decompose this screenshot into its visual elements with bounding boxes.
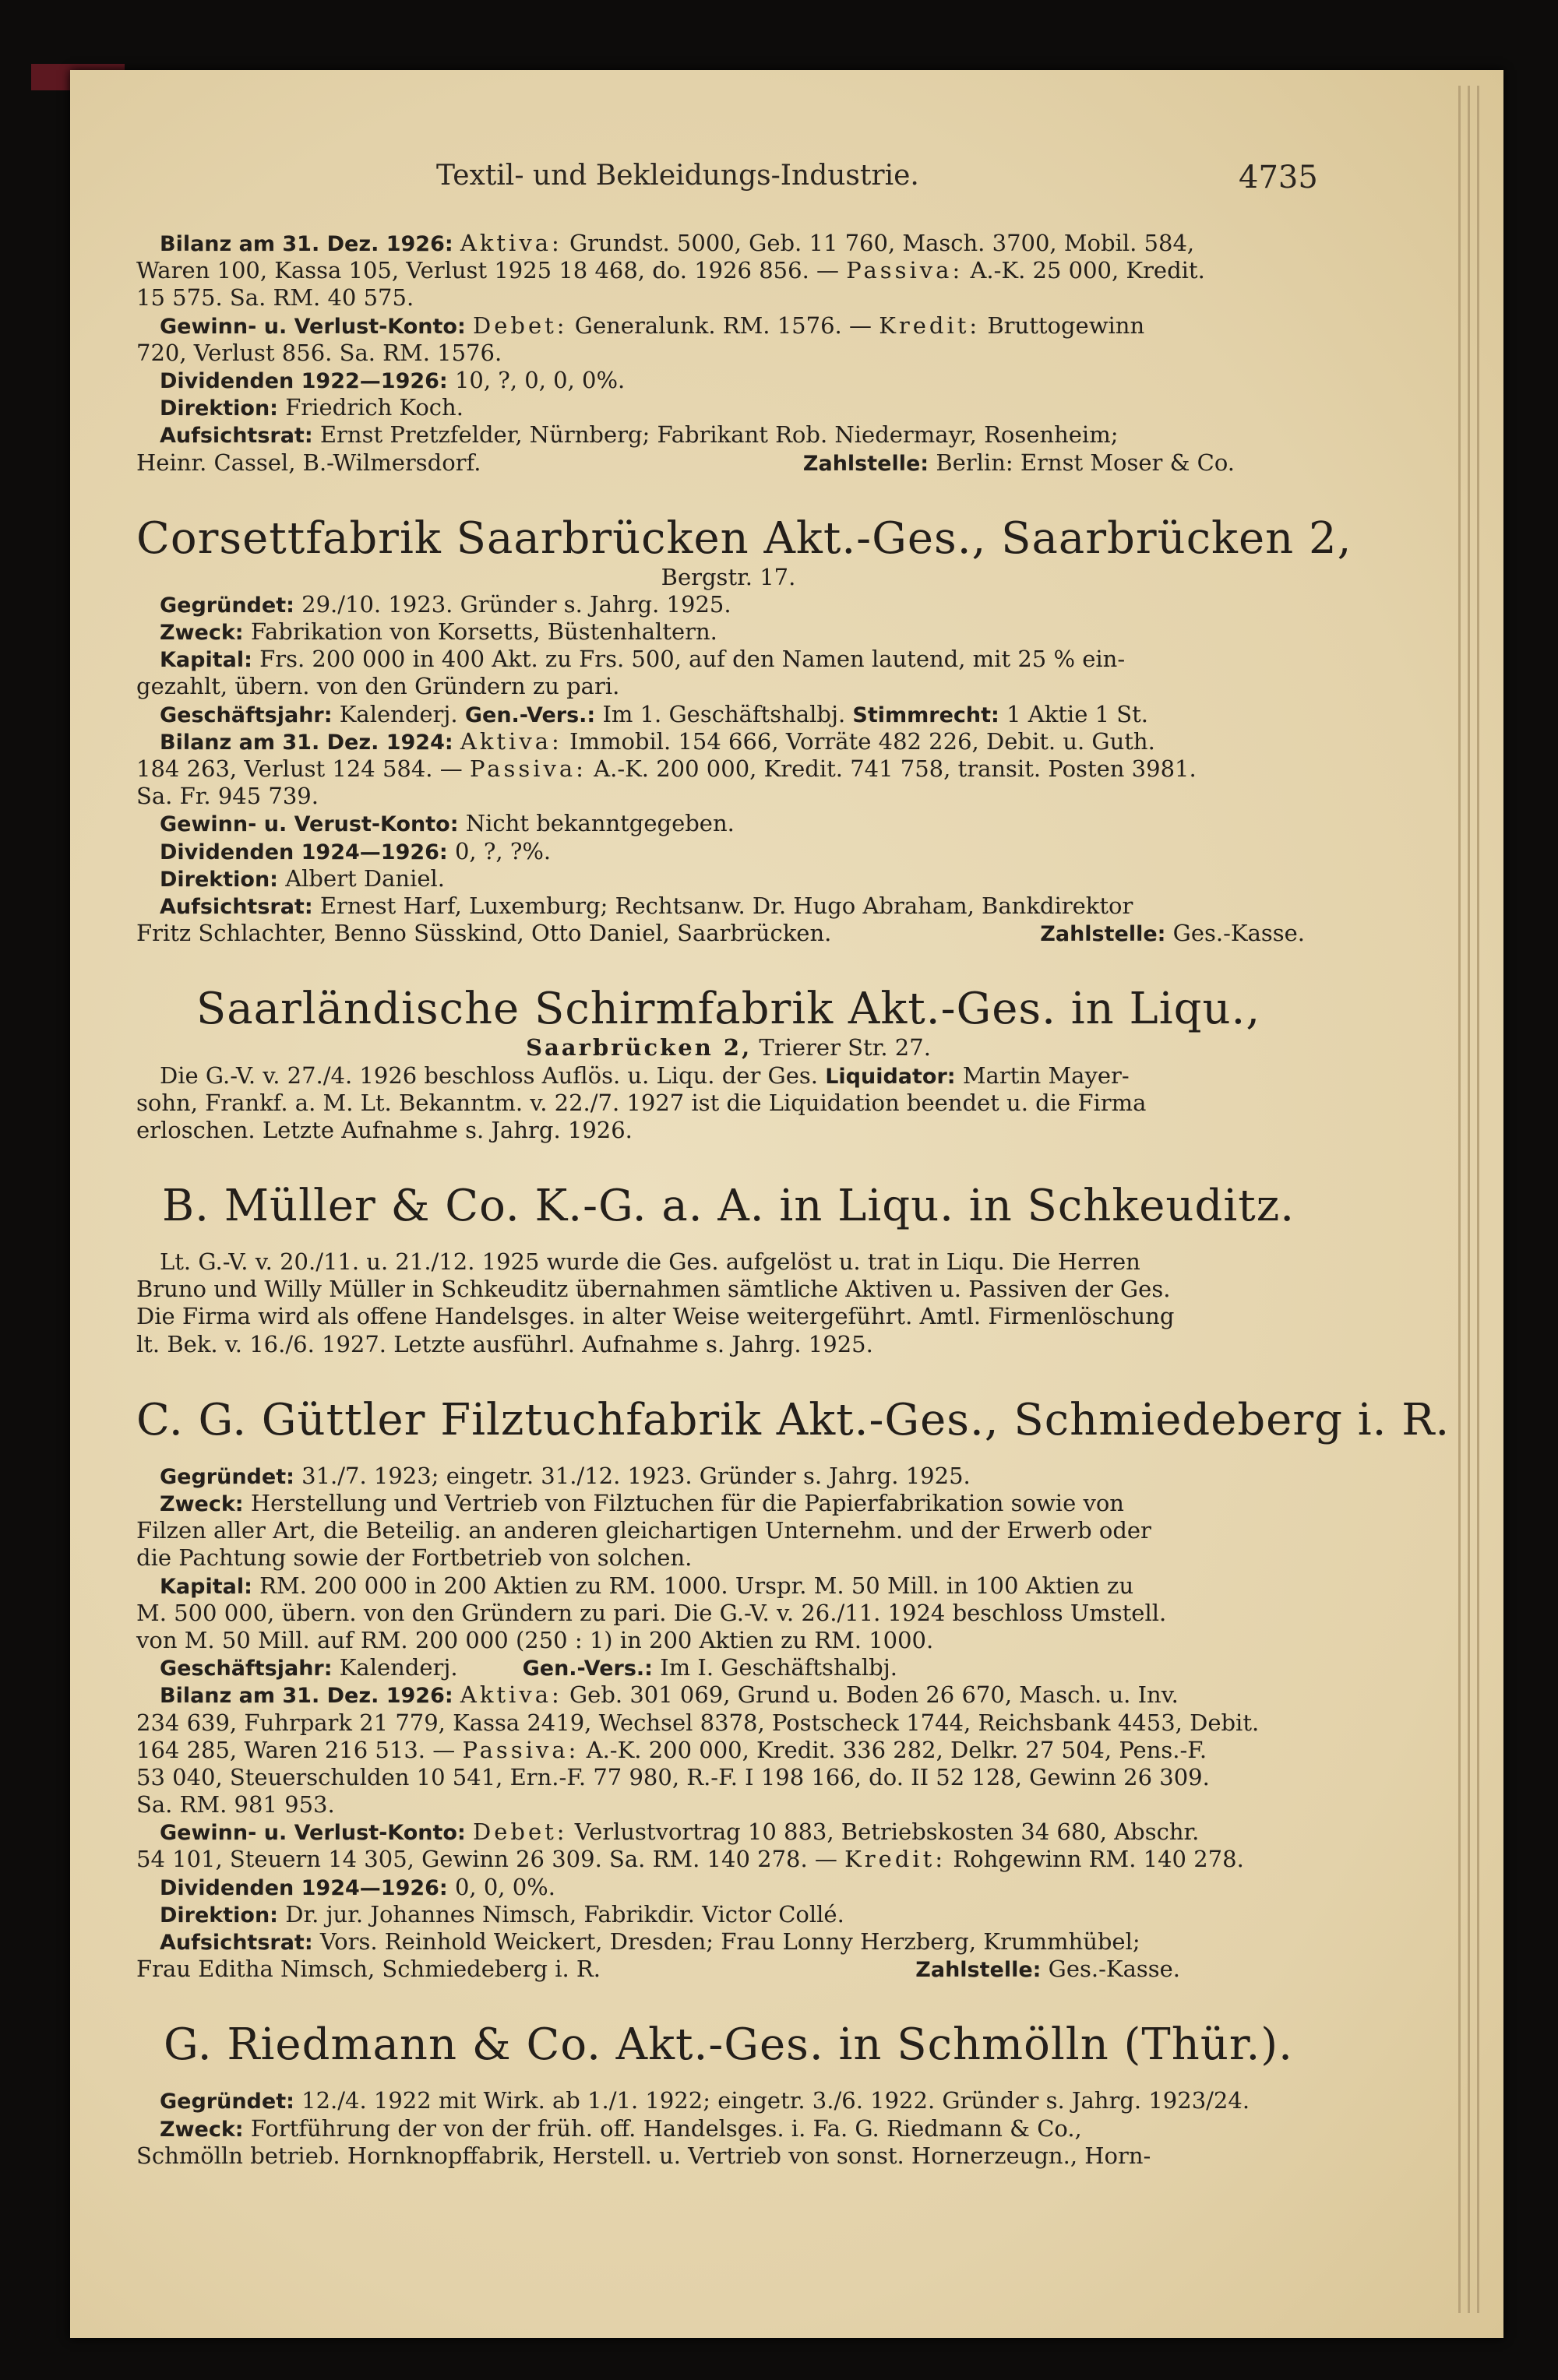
text-line: Lt. G.-V. v. 20./11. u. 21./12. 1925 wurde die Ges. aufgelöst u. trat in Liqu. Die Herren	[160, 1248, 1140, 1276]
entry-guettler	[136, 1394, 1450, 1984]
text-line: Gewinn- u. Verlust-Konto: Debet: Generalunk. RM. 1576. — Kredit: Bruttogewinn	[160, 312, 1145, 339]
page-edge	[1458, 86, 1461, 2313]
text-line: 53 040, Steuerschulden 10 541, Ern.-F. 77 980, R.-F. I 198 166, do. II 52 128, Gewinn 26 309.	[136, 1763, 1210, 1790]
text-line: Frau Editha Nimsch, Schmiedeberg i. R. Zahlstelle: Ges.-Kasse.	[136, 1956, 1180, 1983]
page-edge	[1468, 86, 1470, 2313]
company-title: Saarländische Schirmfabrik Akt.-Ges. in Liqu.,	[196, 984, 1261, 1035]
text-line: gezahlt, übern. von den Gründern zu pari.	[136, 673, 620, 700]
text-line: Geschäftsjahr: Kalenderj. Gen.-Vers.: Im I. Geschäftshalbj.	[160, 1654, 897, 1681]
text-line: Heinr. Cassel, B.-Wilmersdorf. Zahlstelle: Berlin: Ernst Moser & Co.	[136, 449, 1235, 476]
text-line: die Pachtung sowie der Fortbetrieb von solchen.	[136, 1544, 693, 1572]
text-line: Direktion: Dr. jur. Johannes Nimsch, Fabrikdir. Victor Collé.	[160, 1900, 844, 1928]
text-line: Direktion: Friedrich Koch.	[160, 394, 464, 421]
text-line: Waren 100, Kassa 105, Verlust 1925 18 468, do. 1926 856. — Passiva: A.-K. 25 000, Kredit.	[136, 257, 1205, 284]
entry-schirmfabrik	[136, 984, 1320, 1144]
text-line: sohn, Frankf. a. M. Lt. Bekanntm. v. 22./7. 1927 ist die Liquidation beendet u. die Firma	[136, 1089, 1147, 1116]
text-line: M. 500 000, übern. von den Gründern zu pari. Die G.-V. v. 26./11. 1924 beschloss Umstell.	[136, 1599, 1167, 1626]
text-line: Sa. Fr. 945 739.	[136, 783, 319, 810]
text-line: Gewinn- u. Verlust-Konto: Debet: Verlustvortrag 10 883, Betriebskosten 34 680, Abschr.	[160, 1818, 1200, 1846]
text-line: Zweck: Herstellung und Vertrieb von Filztuchen für die Papierfabrikation sowie von	[160, 1490, 1124, 1516]
text-line: Die Firma wird als offene Handelsges. in alter Weise weitergeführt. Amtl. Firmenlöschung	[136, 1303, 1175, 1330]
page-content	[136, 230, 1450, 2170]
company-title: Corsettfabrik Saarbrücken Akt.-Ges., Saarbrücken 2,	[136, 512, 1352, 564]
company-address: Bergstr. 17.	[661, 563, 796, 590]
company-title: B. Müller & Co. K.-G. a. A. in Liqu. in Schkeuditz.	[161, 1181, 1295, 1232]
text-line: Die G.-V. v. 27./4. 1926 beschloss Auflös. u. Liqu. der Ges. Liquidator: Martin Mayer-	[160, 1061, 1130, 1089]
text-line: 54 101, Steuern 14 305, Gewinn 26 309. Sa. RM. 140 278. — Kredit: Rohgewinn RM. 140 278.	[136, 1846, 1244, 1873]
text-line: Zweck: Fabrikation von Korsetts, Büstenhaltern.	[160, 618, 717, 646]
text-line: Aufsichtsrat: Ernest Harf, Luxemburg; Rechtsanw. Dr. Hugo Abraham, Bankdirektor	[160, 892, 1133, 919]
entry-corsettfabrik	[136, 512, 1352, 948]
text-line: 234 639, Fuhrpark 21 779, Kassa 2419, Wechsel 8378, Postscheck 1744, Reichsbank 4453, Debit.	[136, 1709, 1260, 1736]
text-line: Sa. RM. 981 953.	[136, 1791, 335, 1818]
text-line: Dividenden 1922—1926: 10, ?, 0, 0, 0%.	[160, 366, 626, 393]
text-line: Direktion: Albert Daniel.	[160, 864, 446, 892]
page-edge	[1477, 86, 1479, 2313]
text-line: Bruno und Willy Müller in Schkeuditz übernahmen sämtliche Aktiven u. Passiven der Ges.	[136, 1276, 1171, 1303]
text-line: Schmölln betrieb. Hornknopffabrik, Herstell. u. Vertrieb von sonst. Hornerzeugn., Horn-	[136, 2142, 1151, 2169]
text-line: Bilanz am 31. Dez. 1924: Aktiva: Immobil. 154 666, Vorräte 482 226, Debit. u. Guth.	[160, 727, 1155, 755]
text-line: Gewinn- u. Verust-Konto: Nicht bekanntgegeben.	[160, 810, 735, 837]
text-line: lt. Bek. v. 16./6. 1927. Letzte ausführl. Aufnahme s. Jahrg. 1925.	[136, 1330, 873, 1357]
text-line: Gegründet: 29./10. 1923. Gründer s. Jahrg. 1925.	[160, 590, 731, 618]
entry-continuation	[136, 230, 1320, 477]
text-line: Aufsichtsrat: Ernst Pretzfelder, Nürnberg; Fabrikant Rob. Niedermayr, Rosenheim;	[160, 421, 1119, 449]
text-line: von M. 50 Mill. auf RM. 200 000 (250 : 1) in 200 Aktien zu RM. 1000.	[136, 1626, 934, 1653]
text-line: Dividenden 1924—1926: 0, 0, 0%.	[160, 1873, 555, 1900]
text-line: 184 263, Verlust 124 584. — Passiva: A.-K. 200 000, Kredit. 741 758, transit. Posten 3981.	[136, 755, 1197, 782]
text-line: Filzen aller Art, die Beteilig. an anderen gleichartigen Unternehm. und der Erwerb oder	[136, 1517, 1151, 1544]
text-line: Aufsichtsrat: Vors. Reinhold Weickert, Dresden; Frau Lonny Herzberg, Krummhübel;	[160, 1928, 1140, 1955]
text-line: Kapital: Frs. 200 000 in 400 Akt. zu Frs. 500, auf den Namen lautend, mit 25 % ein-	[160, 646, 1126, 673]
text-line: Gegründet: 31./7. 1923; eingetr. 31./12. 1923. Gründer s. Jahrg. 1925.	[160, 1462, 971, 1489]
company-title: C. G. Güttler Filztuchfabrik Akt.-Ges., Schmiedeberg i. R.	[136, 1394, 1450, 1445]
company-address: Saarbrücken 2, Trierer Str. 27.	[526, 1034, 931, 1061]
text-line: 15 575. Sa. RM. 40 575.	[136, 284, 414, 312]
entry-riedmann	[136, 2020, 1320, 2170]
text-line: Kapital: RM. 200 000 in 200 Aktien zu RM. 1000. Urspr. M. 50 Mill. in 100 Aktien zu	[160, 1572, 1134, 1599]
text-line: erloschen. Letzte Aufnahme s. Jahrg. 1926.	[136, 1116, 633, 1143]
text-line: Gegründet: 12./4. 1922 mit Wirk. ab 1./1. 1922; eingetr. 3./6. 1922. Gründer s. Jahrg. 1923/24.	[160, 2087, 1250, 2114]
entry-mueller	[136, 1181, 1320, 1358]
running-header: Textil- und Bekleidungs-Industrie.	[436, 160, 919, 192]
text-line: 720, Verlust 856. Sa. RM. 1576.	[136, 339, 502, 366]
text-line: Fritz Schlachter, Benno Süsskind, Otto Daniel, Saarbrücken. Zahlstelle: Ges.-Kasse.	[136, 920, 1305, 947]
company-title: G. Riedmann & Co. Akt.-Ges. in Schmölln (Thür.).	[164, 2019, 1293, 2071]
text-line: Zweck: Fortführung der von der früh. off. Handelsges. i. Fa. G. Riedmann & Co.,	[160, 2114, 1082, 2142]
text-line: 164 285, Waren 216 513. — Passiva: A.-K. 200 000, Kredit. 336 282, Delkr. 27 504, Pens.-F.	[136, 1736, 1207, 1763]
text-line: Geschäftsjahr: Kalenderj. Gen.-Vers.: Im 1. Geschäftshalbj. Stimmrecht: 1 Aktie 1 St.	[160, 700, 1148, 727]
page-number: 4735	[1239, 160, 1318, 195]
text-line: Dividenden 1924—1926: 0, ?, ?%.	[160, 837, 552, 864]
text-line: Bilanz am 31. Dez. 1926: Aktiva: Geb. 301 069, Grund u. Boden 26 670, Masch. u. Inv.	[160, 1681, 1179, 1709]
text-line: Bilanz am 31. Dez. 1926: Aktiva: Grundst. 5000, Geb. 11 760, Masch. 3700, Mobil. 584,	[160, 230, 1195, 256]
